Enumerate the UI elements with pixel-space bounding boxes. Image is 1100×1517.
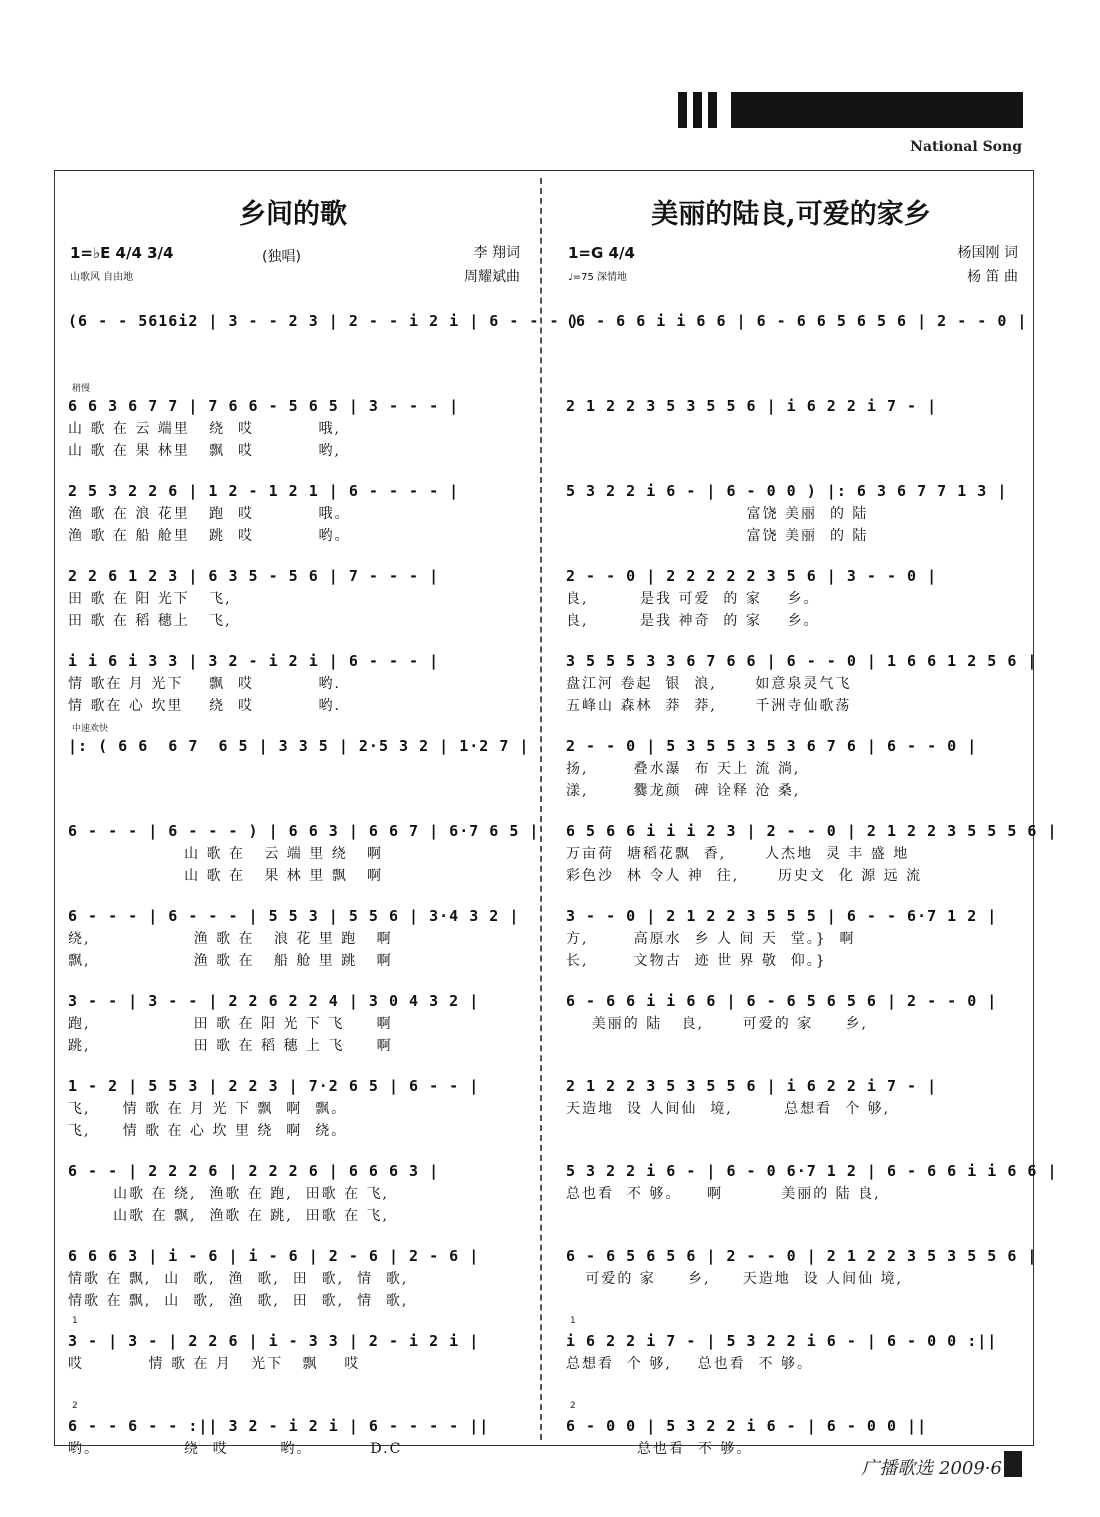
lyric-line: 富饶 美丽 的 陆 — [566, 506, 869, 522]
lyric-line: 飘, 渔 歌 在 船 舱 里 跳 啊 — [68, 953, 393, 969]
header-bar — [678, 92, 687, 128]
song-meta — [560, 236, 1022, 292]
system-marker — [62, 891, 524, 903]
system-marker — [62, 636, 524, 648]
lyric-line — [62, 1375, 524, 1397]
system-marker: 稍慢 — [72, 384, 91, 394]
notation-line: 6 - - - | 6 - - - | 5 5 3 | 5 5 6 | 3·4 3 2 | — [68, 907, 520, 925]
notation-line: 3 - | 3 - | 2 2 6 | i - 3 3 | 2 - i 2 i | — [68, 1332, 480, 1350]
system-marker — [560, 551, 1022, 563]
lyric-line: 山 歌 在 果 林 里 飘 啊 — [68, 868, 384, 884]
lyric-line: 万亩荷 塘稻花飘 香, 人杰地 灵 丰 盛 地 — [566, 846, 910, 862]
score-system — [560, 891, 1022, 972]
system-marker: 2 — [570, 1401, 576, 1411]
system-marker — [560, 1146, 1022, 1158]
score-system — [62, 551, 524, 632]
system-marker — [560, 806, 1022, 818]
lyric-line: 绕, 渔 歌 在 浪 花 里 跑 啊 — [68, 931, 393, 947]
system-marker — [62, 296, 524, 308]
lyric-line: 山 歌 在 云 端 里 绕 啊 — [68, 846, 384, 862]
system-marker — [560, 976, 1022, 988]
lyric-line — [62, 1460, 524, 1482]
lyric-line: 总也看 不 够。 — [566, 1441, 753, 1457]
notation-line: 2 2 6 1 2 3 | 6 3 5 - 5 6 | 7 - - - | — [68, 567, 440, 585]
score-system — [62, 466, 524, 547]
notation-line: 6 6 6 3 | i - 6 | i - 6 | 2 - 6 | 2 - 6 | — [68, 1247, 480, 1265]
score-system — [560, 381, 1022, 462]
score-system — [62, 381, 524, 462]
lyric-line: 哎 情 歌 在 月 光下 飘 哎 — [68, 1356, 361, 1372]
lyric-line: 山 歌 在 云 端里 绕 哎 哦, — [68, 421, 342, 437]
system-marker — [560, 296, 1022, 308]
lyric-line — [560, 355, 1022, 377]
system-marker — [560, 466, 1022, 478]
notation-line: 6 - - | 2 2 2 6 | 2 2 2 6 | 6 6 6 3 | — [68, 1162, 440, 1180]
lyric-line: 良, 是我 可爱 的 家 乡。 — [566, 591, 820, 607]
lyric-line: 情歌 在 飘, 山 歌, 渔 歌, 田 歌, 情 歌, — [68, 1293, 409, 1309]
system-marker: 中速欢快 — [72, 724, 109, 734]
lyric-line: 田 歌 在 阳 光下 飞, — [68, 591, 232, 607]
score-system — [560, 976, 1022, 1057]
system-marker — [62, 1061, 524, 1073]
notation-line: 3 - - | 3 - - | 2 2 6 2 2 4 | 3 0 4 3 2 | — [68, 992, 480, 1010]
lyric-line — [62, 355, 524, 377]
system-marker — [62, 976, 524, 988]
lyric-line: 跳, 田 歌 在 稻 穗 上 飞 啊 — [68, 1038, 393, 1054]
lyric-line: 飞, 情 歌 在 月 光 下 飘 啊 飘。 — [68, 1101, 348, 1117]
lyric-line: 山歌 在 绕, 渔歌 在 跑, 田歌 在 飞, — [68, 1186, 390, 1202]
score-system — [560, 1061, 1022, 1142]
header-bars — [678, 92, 1023, 128]
lyric-line — [560, 418, 1022, 440]
notation-line: 5 3 2 2 i 6 - | 6 - 0 6·7 1 2 | 6 - 6 6 i i 6 6 | — [566, 1162, 1058, 1180]
notation-line: 2 1 2 2 3 5 3 5 5 6 | i 6 2 2 i 7 - | — [566, 397, 938, 415]
lyric-line: 良, 是我 神奇 的 家 乡。 — [566, 613, 820, 629]
system-marker — [62, 1231, 524, 1243]
notation-line: 2 5 3 2 2 6 | 1 2 - 1 2 1 | 6 - - - - | — [68, 482, 460, 500]
key-signature: 1=G 4/4 — [568, 244, 635, 262]
notation-line: 2 - - 0 | 2 2 2 2 2 3 5 6 | 3 - - 0 | — [566, 567, 938, 585]
lyricist: 杨国刚 词 — [957, 245, 1018, 261]
lyric-line — [560, 1035, 1022, 1057]
key-signature: 1=♭E 4/4 3/4 — [70, 244, 174, 262]
header-bar — [693, 92, 702, 128]
score-system — [62, 1146, 524, 1227]
lyric-line: 哟。 绕 哎 哟。 D.C — [68, 1441, 403, 1457]
lyric-line: 情 歌在 月 光下 飘 哎 哟. — [68, 676, 342, 692]
score-systems — [560, 296, 1058, 1482]
footer-block — [1004, 1451, 1022, 1477]
lyric-line — [560, 1120, 1022, 1142]
notation-line: i 6 2 2 i 7 - | 5 3 2 2 i 6 - | 6 - 0 0 :|| — [566, 1332, 998, 1350]
notation-line: 2 1 2 2 3 5 3 5 5 6 | i 6 2 2 i 7 - | — [566, 1077, 938, 1095]
system-marker — [560, 1231, 1022, 1243]
score-system — [62, 806, 540, 887]
tempo-marking — [568, 268, 627, 283]
score-system — [62, 721, 530, 802]
system-marker — [560, 721, 1022, 733]
system-marker — [62, 551, 524, 563]
lyric-line: 美丽的 陆 良, 可爱的 家 乡, — [566, 1016, 868, 1032]
performance-note: (独唱) — [262, 249, 301, 265]
lyric-line: 渔 歌 在 浪 花里 跑 哎 哦。 — [68, 506, 351, 522]
system-marker — [62, 466, 524, 478]
lyric-line: 扬, 叠水瀑 布 天上 流 淌, — [566, 761, 801, 777]
notation-line: (6 - - 5616i2 | 3 - - 2 3 | 2 - - i 2 i | 6 - - - ) — [68, 312, 580, 330]
system-marker — [62, 806, 524, 818]
lyric-line: 漾, 爨龙颜 碑 诠释 沧 桑, — [566, 783, 801, 799]
lyric-line — [62, 758, 524, 780]
notation-line: 6 6 3 6 7 7 | 7 6 6 - 5 6 5 | 3 - - - | — [68, 397, 460, 415]
song-right — [560, 170, 1058, 1482]
system-marker: 1 — [570, 1316, 576, 1326]
lyric-line: 跑, 田 歌 在 阳 光 下 飞 啊 — [68, 1016, 393, 1032]
lyric-line: 长, 文物古 迹 世 界 敬 仰。} — [566, 953, 827, 969]
score-system — [560, 806, 1058, 887]
score-systems — [62, 296, 580, 1482]
song-title: 美丽的陆良,可爱的家乡 — [651, 199, 931, 230]
score-system — [560, 1146, 1058, 1227]
notation-line: 6 - 0 0 | 5 3 2 2 i 6 - | 6 - 0 0 || — [566, 1417, 928, 1435]
notation-line: i i 6 i 3 3 | 3 2 - i 2 i | 6 - - - | — [68, 652, 440, 670]
score-system — [560, 721, 1022, 802]
magazine-footer: 广播歌选 2009·6 — [861, 1458, 1002, 1479]
tempo: ♩=75 — [568, 272, 594, 283]
lyric-line: 彩色沙 林 令人 神 往, 历史文 化 源 远 流 — [566, 868, 923, 884]
lyric-line — [560, 1290, 1022, 1312]
song-meta — [62, 236, 524, 292]
score-system — [62, 1061, 524, 1142]
lyricist: 李 翔词 — [473, 245, 520, 261]
score-system — [560, 551, 1022, 632]
notation-line: 6 5 6 6 i i i 2 3 | 2 - - 0 | 2 1 2 2 3 5 5 5 6 | — [566, 822, 1058, 840]
system-marker: 1 — [72, 1316, 78, 1326]
style-marking: 山歌风 自由地 — [70, 272, 134, 283]
lyric-line: 总也看 不 够。 啊 美丽的 陆 良, — [566, 1186, 881, 1202]
system-marker: 2 — [72, 1401, 78, 1411]
score-system — [62, 1231, 524, 1312]
section-label: National Song — [910, 139, 1022, 155]
notation-line: 1 - 2 | 5 5 3 | 2 2 3 | 7·2 6 5 | 6 - - | — [68, 1077, 480, 1095]
system-marker — [560, 636, 1022, 648]
lyric-line — [560, 1375, 1022, 1397]
notation-line: 6 - - 6 - - :|| 3 2 - i 2 i | 6 - - - - || — [68, 1417, 490, 1435]
lyric-line: 方, 高原水 乡 人 间 天 堂。} 啊 — [566, 931, 856, 947]
notation-line: 6 - - - | 6 - - - ) | 6 6 3 | 6 6 7 | 6·7 6 5 | — [68, 822, 540, 840]
score-system — [62, 1401, 524, 1482]
system-marker — [560, 891, 1022, 903]
lyric-line: 山歌 在 飘, 渔歌 在 跳, 田歌 在 飞, — [68, 1208, 390, 1224]
notation-line: 2 - - 0 | 5 3 5 5 3 5 3 6 7 6 | 6 - - 0 | — [566, 737, 978, 755]
score-system — [62, 1316, 524, 1397]
lyric-line — [560, 440, 1022, 462]
notation-line: 6 - 6 5 6 5 6 | 2 - - 0 | 2 1 2 2 3 5 3 5 5 6 | — [566, 1247, 1038, 1265]
notation-line: (6 - 6 6 i i 6 6 | 6 - 6 6 5 6 5 6 | 2 - - 0 | — [566, 312, 1028, 330]
song-title: 乡间的歌 — [239, 199, 347, 230]
lyric-line: 天造地 设 人间仙 境, 总想看 个 够, — [566, 1101, 891, 1117]
lyric-line: 总想看 个 够, 总也看 不 够。 — [566, 1356, 813, 1372]
lyric-line — [560, 333, 1022, 355]
lyric-line: 可爱的 家 乡, 天造地 设 人间仙 境, — [566, 1271, 904, 1287]
lyric-line: 山 歌 在 果 林里 飘 哎 哟, — [68, 443, 342, 459]
score-system — [62, 636, 524, 717]
notation-line: 6 - 6 6 i i 6 6 | 6 - 6 5 6 5 6 | 2 - - 0 | — [566, 992, 998, 1010]
system-marker — [560, 381, 1022, 393]
composer: 杨 笛 曲 — [967, 269, 1018, 285]
score-system — [62, 976, 524, 1057]
header-bar — [708, 92, 717, 128]
score-system — [62, 296, 580, 377]
composer: 周耀斌曲 — [464, 269, 520, 285]
notation-line: 3 5 5 5 3 3 6 7 6 6 | 6 - - 0 | 1 6 6 1 2 5 6 | — [566, 652, 1038, 670]
score-system — [560, 1316, 1022, 1397]
score-system — [560, 1231, 1038, 1312]
score-system — [62, 891, 524, 972]
lyric-line: 飞, 情 歌 在 心 坎 里 绕 啊 绕。 — [68, 1123, 348, 1139]
score-system — [560, 296, 1028, 377]
song-left — [62, 170, 580, 1482]
lyric-line: 田 歌 在 稻 穗上 飞, — [68, 613, 232, 629]
notation-line: 3 - - 0 | 2 1 2 2 3 5 5 5 | 6 - - 6·7 1 2 | — [566, 907, 998, 925]
score-system — [560, 466, 1022, 547]
system-marker — [560, 1061, 1022, 1073]
style-marking: 深情地 — [597, 272, 628, 283]
lyric-line — [62, 333, 524, 355]
lyric-line: 盘江河 卷起 银 浪, 如意泉灵气飞 — [566, 676, 852, 692]
column-divider — [540, 178, 542, 1440]
header-block — [731, 92, 1023, 128]
lyric-line — [62, 780, 524, 802]
score-system — [560, 636, 1038, 717]
lyric-line — [560, 1205, 1022, 1227]
lyric-line: 渔 歌 在 船 舱里 跳 哎 哟。 — [68, 528, 351, 544]
lyric-line: 富饶 美丽 的 陆 — [566, 528, 869, 544]
lyric-line: 五峰山 森林 莽 莽, 千洲寺仙歌荡 — [566, 698, 852, 714]
notation-line: 5 3 2 2 i 6 - | 6 - 0 0 ) |: 6 3 6 7 7 1 3 | — [566, 482, 1008, 500]
lyric-line: 情歌 在 飘, 山 歌, 渔 歌, 田 歌, 情 歌, — [68, 1271, 409, 1287]
system-marker — [62, 1146, 524, 1158]
notation-line: |: ( 6 6 6 7 6 5 | 3 3 5 | 2·5 3 2 | 1·2 7 | — [68, 737, 530, 755]
lyric-line: 情 歌在 心 坎里 绕 哎 哟. — [68, 698, 342, 714]
